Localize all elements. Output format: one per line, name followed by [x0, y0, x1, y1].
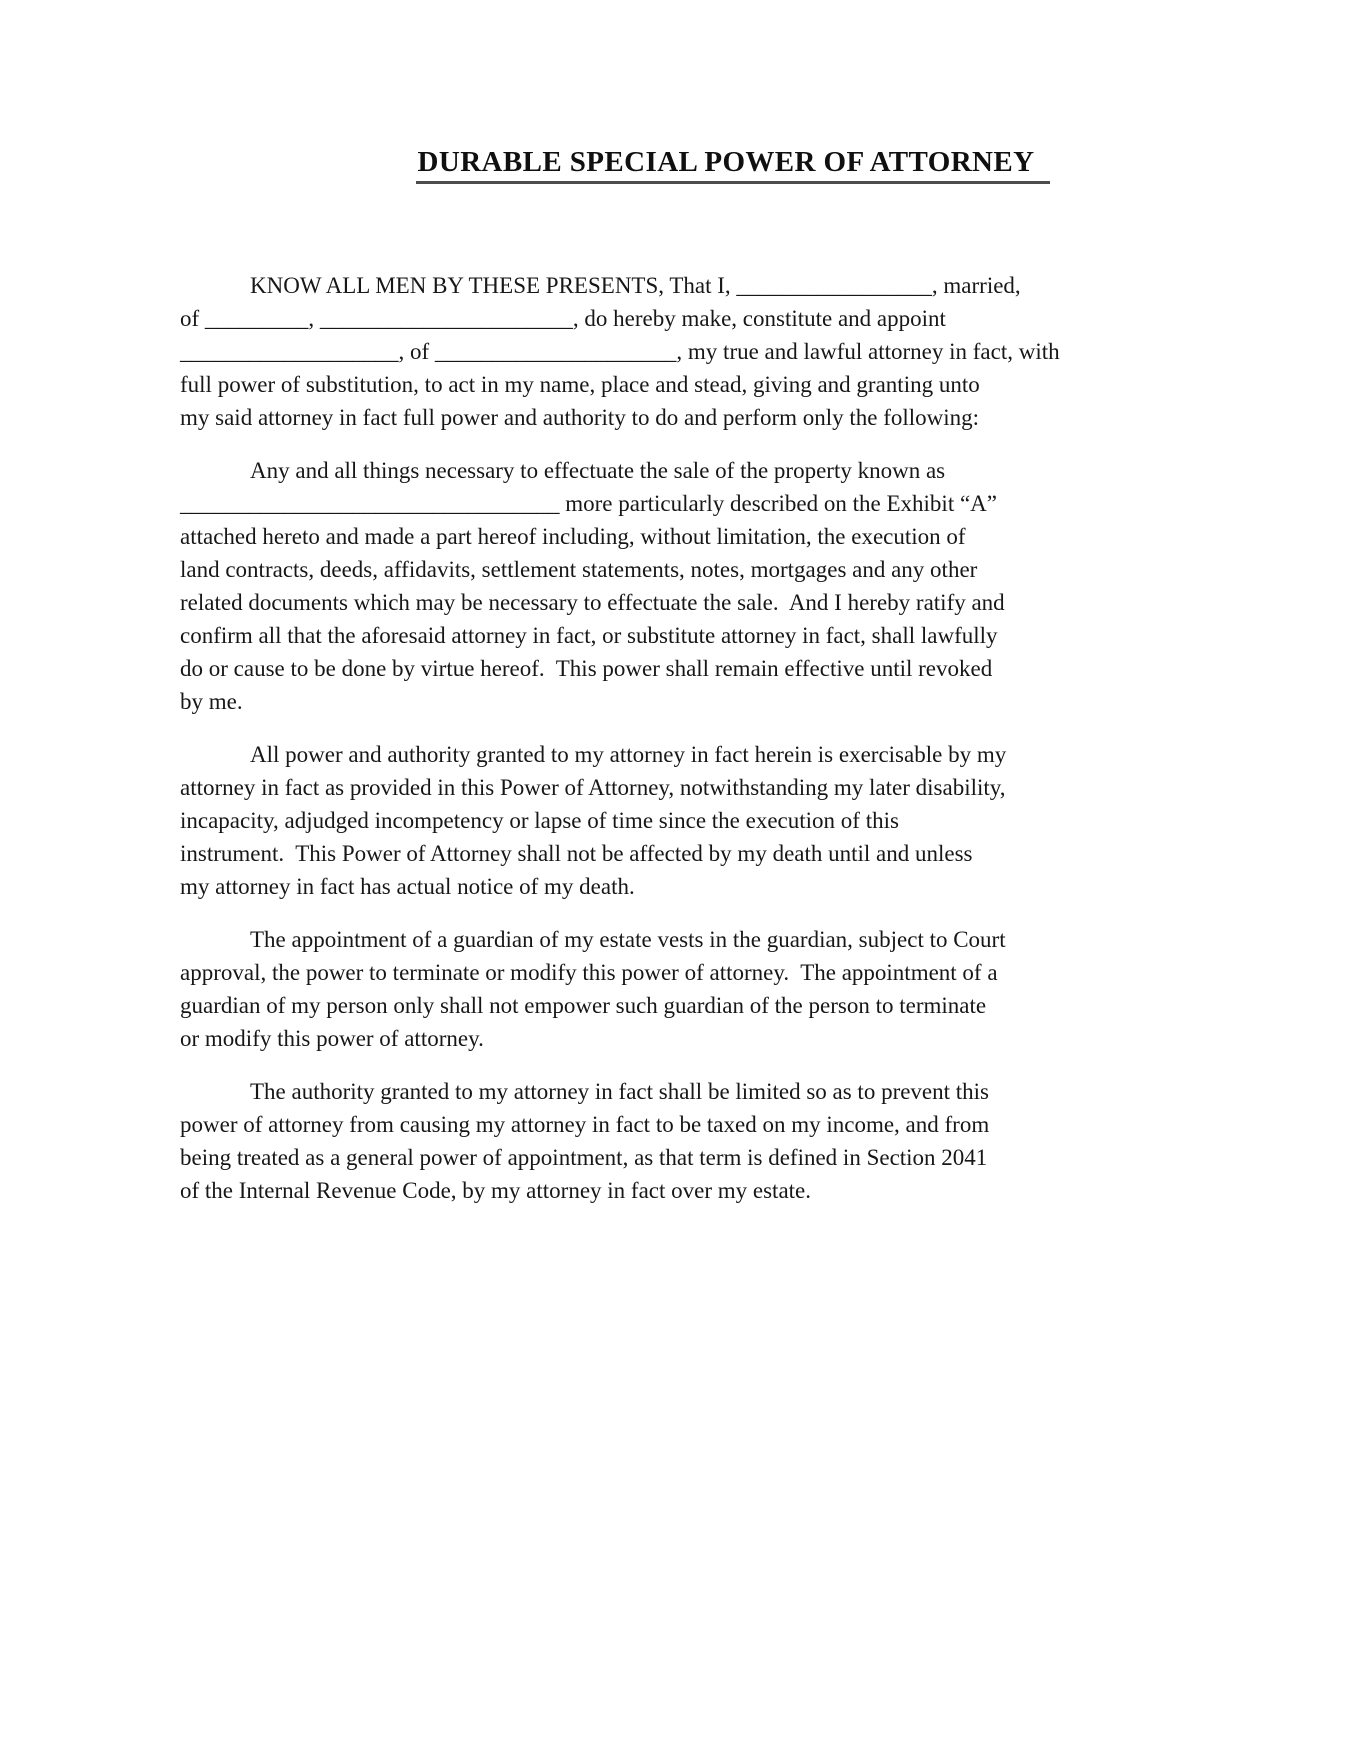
document-line: Any and all things necessary to effectuate the sale of the property known as	[250, 458, 946, 483]
title-row	[180, 145, 1210, 184]
document-line: of the Internal Revenue Code, by my attorney in fact over my estate.	[180, 1178, 812, 1203]
document-line: ___________________, of _____________________, my true and lawful attorney in fact, with	[180, 339, 1060, 364]
document-line: confirm all that the aforesaid attorney in fact, or substitute attorney in fact, shall lawfully	[180, 623, 998, 648]
document-line: incapacity, adjudged incompetency or lapse of time since the execution of this	[180, 808, 899, 833]
paragraph-guardian	[180, 923, 1210, 1055]
document-title: DURABLE SPECIAL POWER OF ATTORNEY	[416, 145, 1051, 184]
document-line: All power and authority granted to my attorney in fact herein is exercisable by my	[250, 742, 1007, 767]
paragraph-property-sale	[180, 454, 1210, 718]
document-line: _________________________________ more particularly described on the Exhibit “A”	[180, 491, 997, 516]
document-line: do or cause to be done by virtue hereof. This power shall remain effective until revoked	[180, 656, 993, 681]
document-line: KNOW ALL MEN BY THESE PRESENTS, That I, _________________, married,	[250, 273, 1021, 298]
document-line: approval, the power to terminate or modify this power of attorney. The appointment of a	[180, 960, 998, 985]
document-line: by me.	[180, 689, 243, 714]
document-line: my said attorney in fact full power and authority to do and perform only the following:	[180, 405, 980, 430]
document-line: guardian of my person only shall not empower such guardian of the person to terminate	[180, 993, 987, 1018]
paragraph-durability	[180, 738, 1210, 903]
document-line: of _________, ______________________, do hereby make, constitute and appoint	[180, 306, 946, 331]
document-line: related documents which may be necessary to effectuate the sale. And I hereby ratify and	[180, 590, 1005, 615]
paragraph-tax-limitation	[180, 1075, 1210, 1207]
document-line: full power of substitution, to act in my name, place and stead, giving and granting unto	[180, 372, 980, 397]
paragraph-appointment	[180, 269, 1210, 434]
document-line: The authority granted to my attorney in fact shall be limited so as to prevent this	[250, 1079, 990, 1104]
document-line: or modify this power of attorney.	[180, 1026, 484, 1051]
document-line: The appointment of a guardian of my estate vests in the guardian, subject to Court	[250, 927, 1006, 952]
document-line: instrument. This Power of Attorney shall not be affected by my death until and unless	[180, 841, 973, 866]
document-line: my attorney in fact has actual notice of my death.	[180, 874, 635, 899]
document-line: power of attorney from causing my attorney in fact to be taxed on my income, and from	[180, 1112, 990, 1137]
document-line: attorney in fact as provided in this Power of Attorney, notwithstanding my later disability,	[180, 775, 1006, 800]
document-line: being treated as a general power of appointment, as that term is defined in Section 2041	[180, 1145, 988, 1170]
document-line: attached hereto and made a part hereof including, without limitation, the execution of	[180, 524, 966, 549]
document-line: land contracts, deeds, affidavits, settlement statements, notes, mortgages and any other	[180, 557, 978, 582]
